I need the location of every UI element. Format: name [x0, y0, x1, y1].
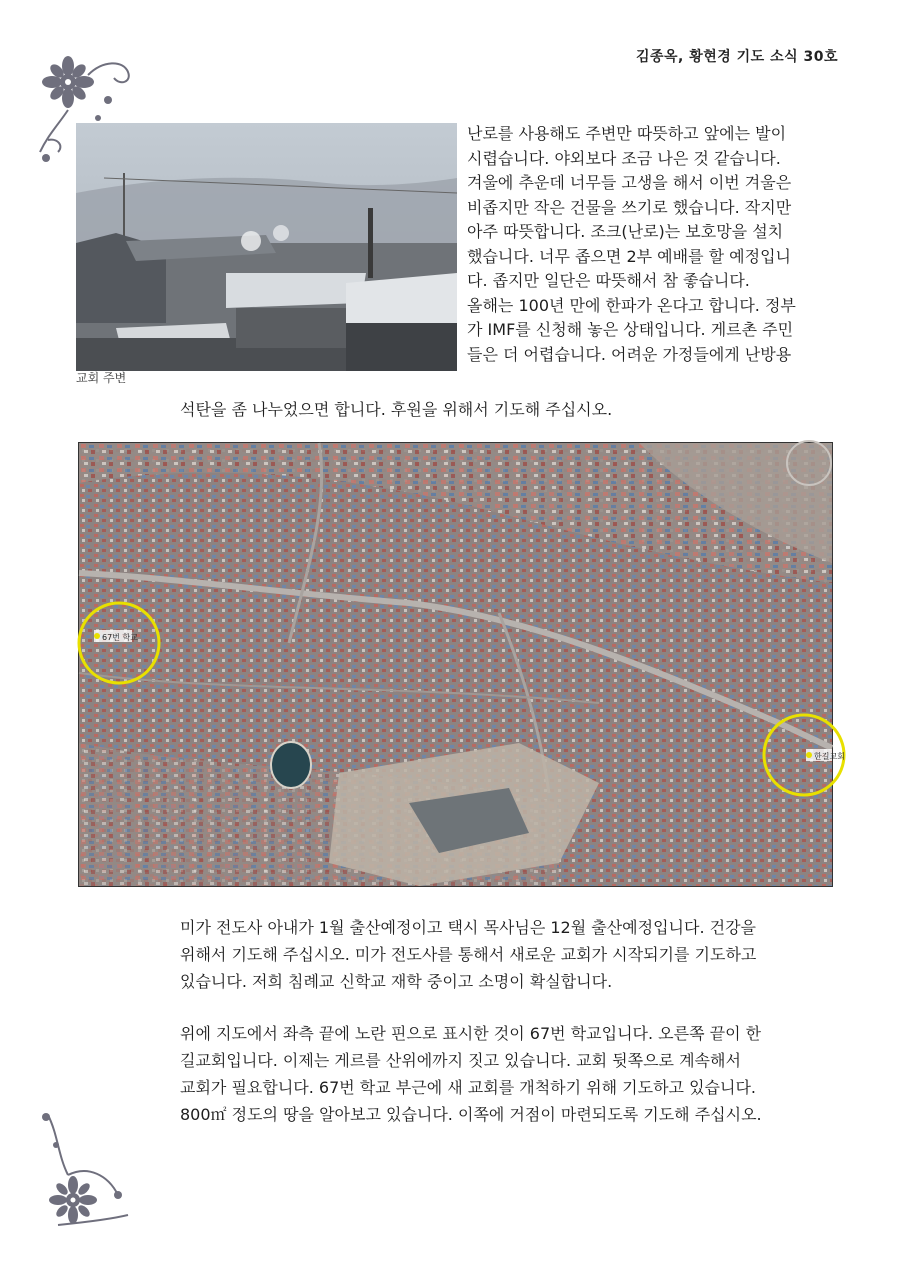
photo-caption: 교회 주변 [76, 371, 127, 385]
text-line: 들은 더 어렵습니다. 어려운 가정들에게 난방용 [467, 344, 792, 364]
text-line: 위에 지도에서 좌측 끝에 노란 핀으로 표시한 것이 67번 학교입니다. 오른쪽 끝이 한 [180, 1024, 762, 1043]
text-line: 교회가 필요합니다. 67번 학교 부근에 새 교회를 개척하기 위해 기도하고 있습니다. [180, 1078, 756, 1097]
paragraph-micah [180, 914, 830, 995]
page-header-title: 김종옥, 황현경 기도 소식 30호 [635, 49, 838, 65]
text-line: 시렵습니다. 야외보다 조금 나은 것 같습니다. [467, 148, 781, 168]
text-line: 미가 전도사 아내가 1월 출산예정이고 택시 목사님은 12월 출산예정입니다. 건강을 [180, 918, 756, 937]
text-line: 겨울에 추운데 너무들 고생을 해서 이번 겨울은 [467, 173, 792, 192]
text-line: 가 IMF를 신청해 놓은 상태입니다. 게르촌 주민 [467, 320, 794, 339]
text-line: 비좁지만 작은 건물을 쓰기로 했습니다. 작지만 [467, 197, 792, 217]
paragraph-heating [467, 122, 829, 367]
text-line: 아주 따뜻합니다. 조크(난로)는 보호망을 설치 [467, 222, 784, 241]
text-line: 난로를 사용해도 주변만 따뜻하고 앞에는 발이 [467, 124, 787, 143]
text-line: 다. 좁지만 일단은 따뜻해서 참 좋습니다. [467, 271, 750, 290]
paragraph-map-explanation [180, 1020, 830, 1128]
church-surroundings-photo [76, 123, 457, 371]
text-line: 올해는 100년 만에 한파가 온다고 합니다. 정부 [467, 295, 796, 315]
satellite-map [78, 442, 845, 887]
right-marker-label: 한길교회 [814, 752, 845, 761]
text-line: 800㎡ 정도의 땅을 알아보고 있습니다. 이쪽에 거점이 마련되도록 기도해 주십시오. [180, 1105, 762, 1124]
text-line: 있습니다. 저희 침례교 신학교 재학 중이고 소명이 확실합니다. [180, 972, 613, 991]
paragraph-heating-tail: 석탄을 좀 나누었으면 합니다. 후원을 위해서 기도해 주십시오. [180, 400, 613, 419]
text-line: 길교회입니다. 이제는 게르를 산위에까지 짓고 있습니다. 교회 뒷쪽으로 계속해서 [180, 1051, 741, 1070]
text-line: 위해서 기도해 주십시오. 미가 전도사를 통해서 새로운 교회가 시작되기를 기도하고 [180, 945, 757, 964]
left-marker-label: 67번 학교 [102, 633, 138, 642]
floral-ornament-icon [28, 1105, 138, 1235]
text-line: 했습니다. 너무 좁으면 2부 예배를 할 예정입니 [467, 246, 791, 266]
